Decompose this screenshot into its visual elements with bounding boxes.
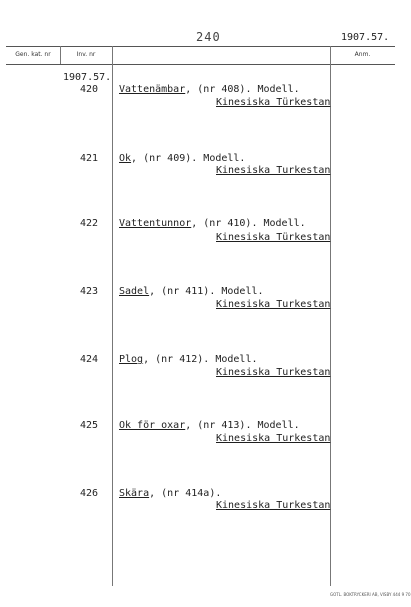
entry-description (119, 354, 257, 365)
entry-place: Kinesiska Turkestan (216, 433, 331, 444)
header-top-rule (6, 46, 395, 47)
column-divider-inv (112, 46, 113, 586)
year-code: 1907.57. (341, 32, 390, 43)
entry-place: Kinesiska Türkestan (216, 97, 331, 108)
entry-details: , (nr 413). Modell. (185, 420, 300, 431)
entry-details: , (nr 409). Modell. (131, 153, 246, 164)
entry-number: 426 (79, 488, 98, 499)
entry-number: 423 (79, 286, 98, 297)
entry-place: Kinesiska Turkestan (216, 299, 331, 310)
entry-object: Vattentunnor (119, 218, 192, 229)
column-header-anm: Anm. (354, 51, 371, 58)
entry-number: 425 (79, 420, 98, 431)
entry-object: Vattenämbar (119, 84, 186, 95)
column-header-gen-kat-nr: Gen. kat. nr (15, 51, 51, 58)
entry-place: Kinesiska Turkestan (216, 165, 331, 176)
entry-description (119, 488, 221, 499)
entry-description (119, 153, 245, 164)
entry-details: , (nr 412). Modell. (143, 354, 258, 365)
entry-place: Kinesiska Turkestan (216, 500, 331, 511)
entry-object: Ok (119, 153, 132, 164)
header-bottom-rule (6, 64, 395, 65)
entry-object: Ok för oxar (119, 420, 186, 431)
entry-description (119, 84, 300, 95)
entry-object: Plog (119, 354, 144, 365)
entry-description (119, 286, 264, 297)
entry-number: 420 (79, 84, 98, 95)
entry-details: , (nr 408). Modell. (185, 84, 300, 95)
entry-details: , (nr 414a). (149, 488, 222, 499)
entry-place: Kinesiska Türkestan (216, 232, 331, 243)
page-number: 240 (196, 30, 221, 44)
entry-details: , (nr 410). Modell. (191, 218, 306, 229)
entry-description (119, 420, 300, 431)
entry-number: 424 (79, 354, 98, 365)
entry-place: Kinesiska Turkestan (216, 367, 331, 378)
entry-number: 422 (79, 218, 98, 229)
collection-code: 1907.57. (63, 72, 112, 83)
entry-object: Skära (119, 488, 150, 499)
entry-object: Sadel (119, 286, 150, 297)
entry-details: , (nr 411). Modell. (149, 286, 264, 297)
column-header-inv-nr: Inv. nr (76, 51, 96, 58)
printer-mark: GOTL. BOKTRYCKERI AB, VISBY 444 9 70 (330, 592, 411, 597)
entry-number: 421 (79, 153, 98, 164)
entry-description (119, 218, 306, 229)
